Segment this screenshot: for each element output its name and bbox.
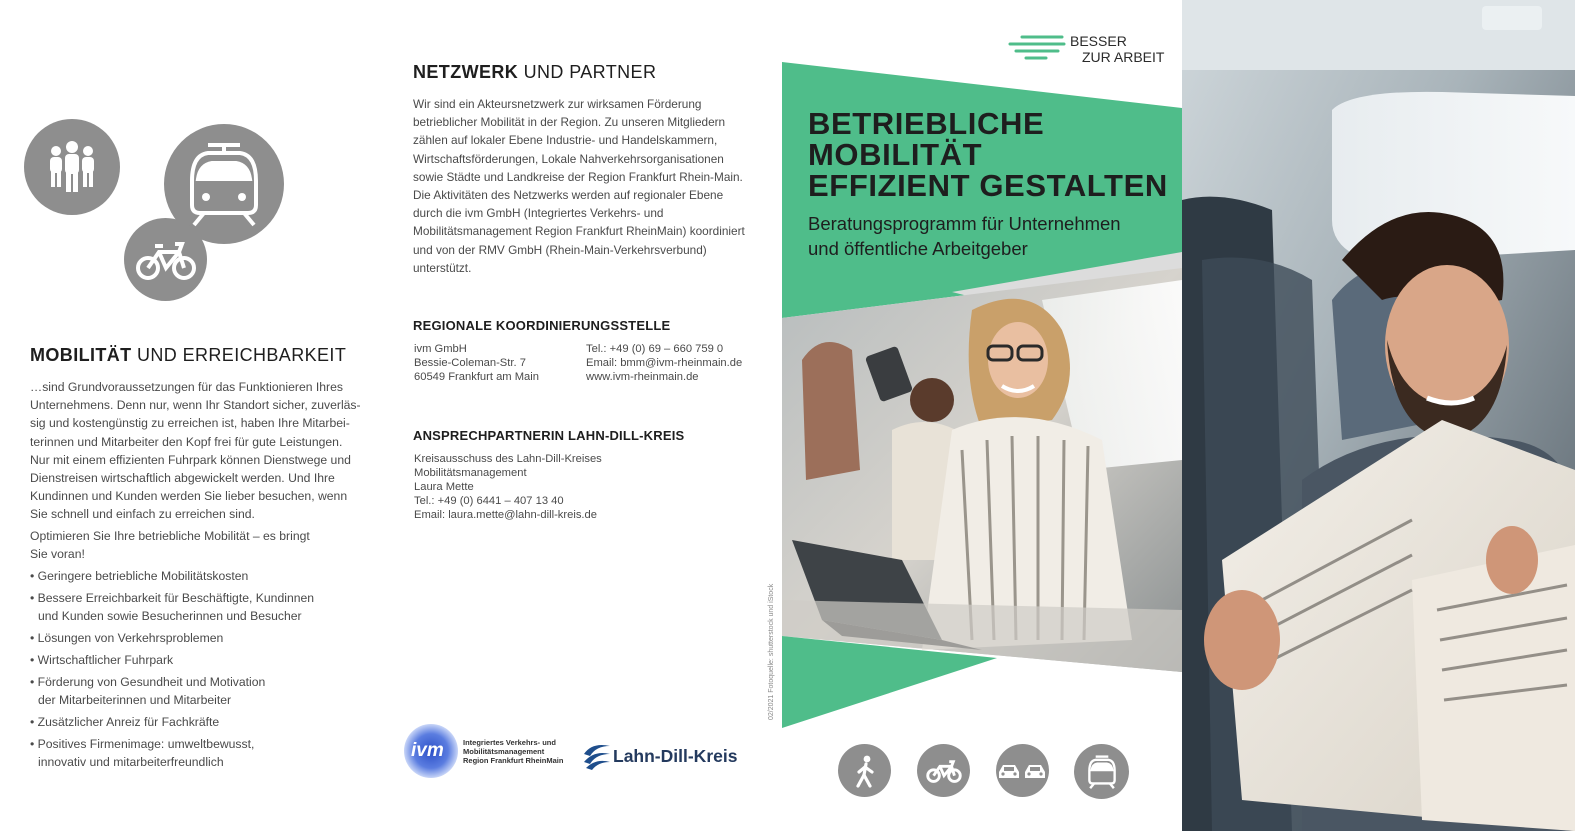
panel-cover bbox=[768, 0, 1182, 831]
people-icon bbox=[40, 135, 104, 199]
contact-heading: ANSPRECHPARTNERIN LAHN-DILL-KREIS bbox=[413, 428, 685, 443]
coordination-email[interactable]: Email: bmm@ivm-rheinmain.de bbox=[586, 357, 743, 369]
list-item: • Wirtschaftlicher Fuhrpark bbox=[30, 653, 174, 667]
panel-mobility bbox=[0, 0, 392, 831]
photo-credit: 02/2021 Fotoquelle: shutterstock und iStock bbox=[768, 583, 775, 720]
cars-icon-circle bbox=[996, 744, 1049, 797]
mobility-cta: Optimieren Sie Ihre betriebliche Mobilität – es bringt Sie voran! bbox=[30, 529, 310, 562]
network-paragraph: Wir sind ein Akteursnetzwerk zur wirksamen Förderung betrieblicher Mobilität in der Region. Zu unseren Mitgliedern zählen auf lokaler Ebene Industrie- und Handelskammern, Wirtschaftsförderungen, Lokale Nahverkehrsorganisationen sowie Städte und Landkreise der Region Frankfurt Rhein-Main. Die Aktivitäten des Netzwerks werden auf regionaler Ebene durch die ivm GmbH (Integriertes Verkehrs- und Mobilitätsmanagement Region Frankfurt RheinMain) koordiniert und von der RMV GmbH (Rhein-Main-Verkehrsverbund) unterstützt. bbox=[413, 97, 745, 275]
mobility-heading: MOBILITÄT UND ERREICHBARKEIT bbox=[30, 345, 347, 365]
lahn-dill-kreis-emblem-icon bbox=[582, 740, 612, 770]
coordination-website[interactable]: www.ivm-rheinmain.de bbox=[586, 371, 699, 383]
ivm-logo-mark: ivm bbox=[404, 724, 458, 778]
panel-photo bbox=[1182, 0, 1575, 831]
bicycle-icon bbox=[135, 238, 197, 282]
bicycle-icon bbox=[926, 758, 962, 784]
list-item: • Zusätzlicher Anreiz für Fachkräfte bbox=[30, 715, 220, 729]
coordination-heading: REGIONALE KOORDINIERUNGSSTELLE bbox=[413, 318, 671, 333]
mobility-paragraph: …sind Grundvoraussetzungen für das Funktionieren Ihres Unternehmens. Denn nur, wenn Ihr Standort sicher, zuverlässig und kostengünstig zu erreichen ist, haben Ihre Mitarbeiterinnen und Mitarbeiter den Kopf frei für gute Leistungen. Nur mit einem effizienten Fuhrpark können Dienstwege und Dienstreisen wirtschaftlich abgewickelt werden. Und Ihre Kundinnen und Kunden werden Sie lieber besuchen, wenn Sie schnell und einfach zu erreichen sind. bbox=[30, 380, 361, 522]
bicycle-icon-circle-small bbox=[917, 744, 970, 797]
list-item: • Lösungen von Verkehrsproblemen bbox=[30, 631, 224, 645]
list-item: • Geringere betriebliche Mobilitätskosten bbox=[30, 569, 249, 583]
ivm-logo-caption: Integriertes Verkehrs- und Mobilitätsmanagement Region Frankfurt RheinMain bbox=[463, 738, 564, 765]
benefit-list bbox=[30, 567, 340, 775]
lahn-dill-kreis-logo: Lahn-Dill-Kreis bbox=[582, 738, 742, 772]
train-icon-circle-small bbox=[1074, 744, 1129, 799]
pedestrian-icon bbox=[851, 754, 879, 788]
contact-block: Kreisausschuss des Lahn-Dill-Kreises Mobilitätsmanagement Laura Mette Tel.: +49 (0) 6441 – 407 13 40 Email: laura.mette@lahn-dill-kreis.de bbox=[414, 453, 602, 521]
speed-lines-icon bbox=[1008, 34, 1066, 62]
cover-subtitle: Beratungsprogramm für Unternehmen und öffentliche Arbeitgeber bbox=[808, 213, 1121, 259]
bicycle-icon-circle bbox=[124, 218, 207, 301]
pedestrian-icon-circle bbox=[838, 744, 891, 797]
cover-title: BETRIEBLICHE MOBILITÄT EFFIZIENT GESTALTEN bbox=[808, 106, 1168, 203]
train-icon bbox=[186, 141, 262, 227]
people-icon-circle bbox=[24, 119, 120, 215]
cars-icon bbox=[997, 760, 1049, 782]
list-item: • Positives Firmenimage: umweltbewusst, innovativ und mitarbeiterfreundlich bbox=[30, 737, 255, 769]
coordination-contact: Tel.: +49 (0) 69 – 660 759 0 Email: bmm@ivm-rheinmain.de www.ivm-rheinmain.de bbox=[586, 343, 743, 383]
panel-network bbox=[392, 0, 782, 831]
train-icon bbox=[1087, 755, 1117, 789]
ivm-logo bbox=[404, 724, 574, 780]
list-item: • Förderung von Gesundheit und Motivation der Mitarbeiterinnen und Mitarbeiter bbox=[30, 675, 266, 707]
network-heading: NETZWERK UND PARTNER bbox=[413, 62, 657, 82]
contact-email[interactable]: Email: laura.mette@lahn-dill-kreis.de bbox=[414, 509, 597, 521]
coordination-address: ivm GmbH Bessie-Coleman-Str. 7 60549 Frankfurt am Main bbox=[414, 343, 539, 383]
commuter-photo bbox=[1182, 0, 1575, 831]
list-item: • Bessere Erreichbarkeit für Beschäftigte, Kundinnen und Kunden sowie Besucherinnen und Besucher bbox=[30, 591, 315, 623]
brand-wordmark: BESSER ZUR ARBEIT bbox=[1070, 33, 1165, 65]
